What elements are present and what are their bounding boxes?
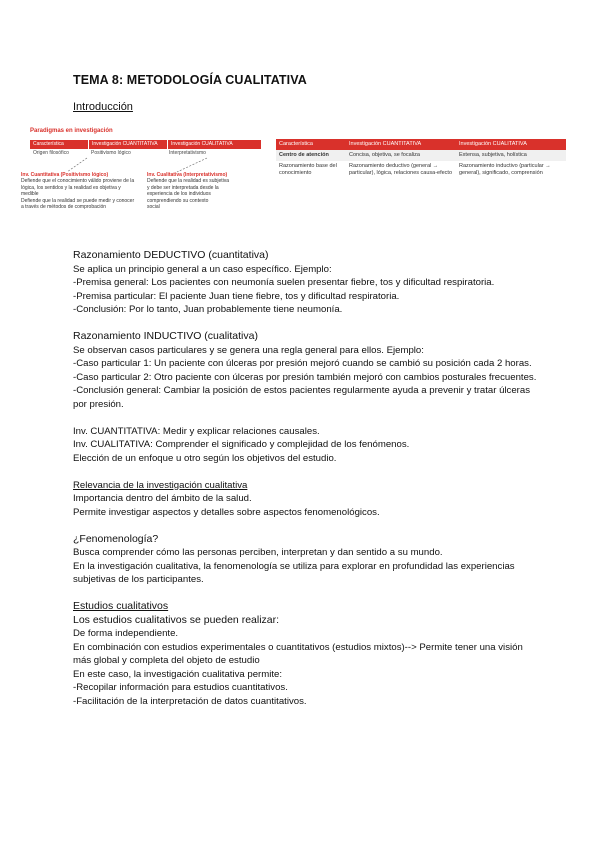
table-row [276, 161, 566, 179]
paragraph: De forma independiente. [73, 628, 179, 639]
paragraph: Permite investigar aspectos y detalles sobre aspectos fenomenológicos. [73, 506, 380, 518]
paragraph: Importancia dentro del ámbito de la salud. [73, 493, 252, 504]
table-header-cell: Investigación CUANTITATIVA [346, 139, 456, 150]
table-cell: Extensa, subjetiva, holística [456, 150, 566, 161]
cuant-title: Inv. Cuantitativa (Positivismo lógico) [21, 172, 109, 178]
diagram-title: Paradigmas en investigación [30, 128, 113, 134]
cual-title: Inv. Cualitativa (Interpretativismo) [147, 172, 228, 178]
document-body [73, 249, 543, 708]
paragraph: -Caso particular 1: Un paciente con úlceras por presión mejoró cuando se cambió su posición cada 2 horas. [73, 358, 532, 369]
table-cell: Razonamiento inductivo (particular → general), significado, comprensión [459, 163, 551, 176]
paragraph: Busca comprender cómo las personas perciben, interpretan y dan sentido a su mundo. [73, 547, 443, 558]
paragraph: -Conclusión: Por lo tanto, Juan probablemente tiene neumonía. [73, 304, 343, 315]
table-cell: Razonamiento base del conocimiento [279, 163, 337, 176]
table-header-cell: Característica [276, 139, 346, 150]
paragraph: Elección de un enfoque u otro según los objetivos del estudio. [73, 452, 337, 464]
paradigm-diagram [21, 128, 267, 226]
table-row [276, 150, 566, 161]
paragraph: -Premisa particular: El paciente Juan tiene fiebre, tos y dificultad respiratoria. [73, 290, 400, 302]
paragraph: Los estudios cualitativos se pueden realizar: [73, 613, 280, 626]
diagram-header-cell: Investigación CUANTITATIVA [89, 140, 168, 149]
intro-heading: Introducción [73, 101, 133, 113]
cual-box [147, 172, 265, 211]
table-cell: Razonamiento deductivo (general → particular), lógica, relaciones causa-efecto [349, 163, 453, 176]
cuant-box [21, 172, 141, 211]
cual-line: experiencia de los individuos [147, 191, 211, 197]
paragraph: Inv. CUANTITATIVA: Medir y explicar relaciones causales. [73, 425, 320, 437]
paragraph: Se observan casos particulares y se genera una regla general para ellos. Ejemplo: [73, 344, 424, 356]
diagram-cell: Origen filosófico [33, 150, 69, 156]
table-cell: Concisa, objetiva, se focaliza [346, 150, 456, 161]
cuant-line: Defiende que la realidad se puede medir y conocer [21, 197, 135, 204]
section-heading: Relevancia de la investigación cualitativa [73, 479, 248, 491]
cuant-line: lógica, los sentidos y la realidad es objetiva y [21, 184, 121, 191]
section-heading: Razonamiento INDUCTIVO (cualitativa) [73, 330, 258, 342]
paragraph: Se aplica un principio general a un caso específico. Ejemplo: [73, 263, 332, 275]
table-cell: Centro de atención [276, 150, 346, 161]
paragraph: -Caso particular 2: Otro paciente con úlceras por presión también mejoró con cambios posturales frecuentes. [73, 371, 537, 383]
cual-line: y debe ser interpretada desde la [147, 184, 219, 191]
table-header-cell: Investigación CUALITATIVA [456, 139, 566, 150]
diagram-cell: Positivismo lógico [91, 150, 131, 156]
section-heading: Razonamiento DEDUCTIVO (cuantitativa) [73, 249, 269, 261]
section-heading: ¿Fenomenología? [73, 532, 159, 545]
diagram-cell: Interpretativismo [169, 150, 206, 156]
cuant-line: medible [21, 191, 39, 197]
paragraph: En este caso, la investigación cualitativa permite: [73, 668, 283, 680]
diagram-header-cell: Investigación CUALITATIVA [168, 140, 262, 149]
cual-line: comprendiendo su contexto [147, 197, 209, 204]
cual-line: Defiende que la realidad es subjetiva [147, 178, 229, 184]
page-title: TEMA 8: METODOLOGÍA CUALITATIVA [73, 73, 307, 87]
cuant-line: a través de métodos de comprobación [21, 204, 107, 210]
diagram-header-cell: Característica [30, 140, 89, 149]
paragraph: -Recopilar información para estudios cuantitativos. [73, 682, 288, 693]
paragraph: En la investigación cualitativa, la fenomenología se utiliza para explorar en profundidad las experiencias subjetivas de los participantes. [73, 560, 515, 585]
paragraph: -Facilitación de la interpretación de datos cuantitativos. [73, 695, 307, 707]
paragraph: -Premisa general: Los pacientes con neumonía suelen presentar fiebre, tos y dificultad respiratoria. [73, 277, 495, 288]
paragraph: -Conclusión general: Cambiar la posición de estos pacientes regularmente ayuda a prevenir y tratar úlceras por presión. [73, 385, 531, 410]
comparison-table [276, 139, 566, 179]
cuant-line: Defiende que el conocimiento válido proviene de la [21, 178, 135, 184]
paragraph: Inv. CUALITATIVA: Comprender el significado y complejidad de los fenómenos. [73, 439, 410, 450]
section-heading: Estudios cualitativos [73, 600, 169, 612]
cual-line: social [147, 204, 160, 210]
paragraph: En combinación con estudios experimentales o cuantitativos (estudios mixtos)--> Permite tener una visión más global y completa del objeto de estudio [73, 641, 523, 666]
table-header-row [276, 139, 566, 150]
